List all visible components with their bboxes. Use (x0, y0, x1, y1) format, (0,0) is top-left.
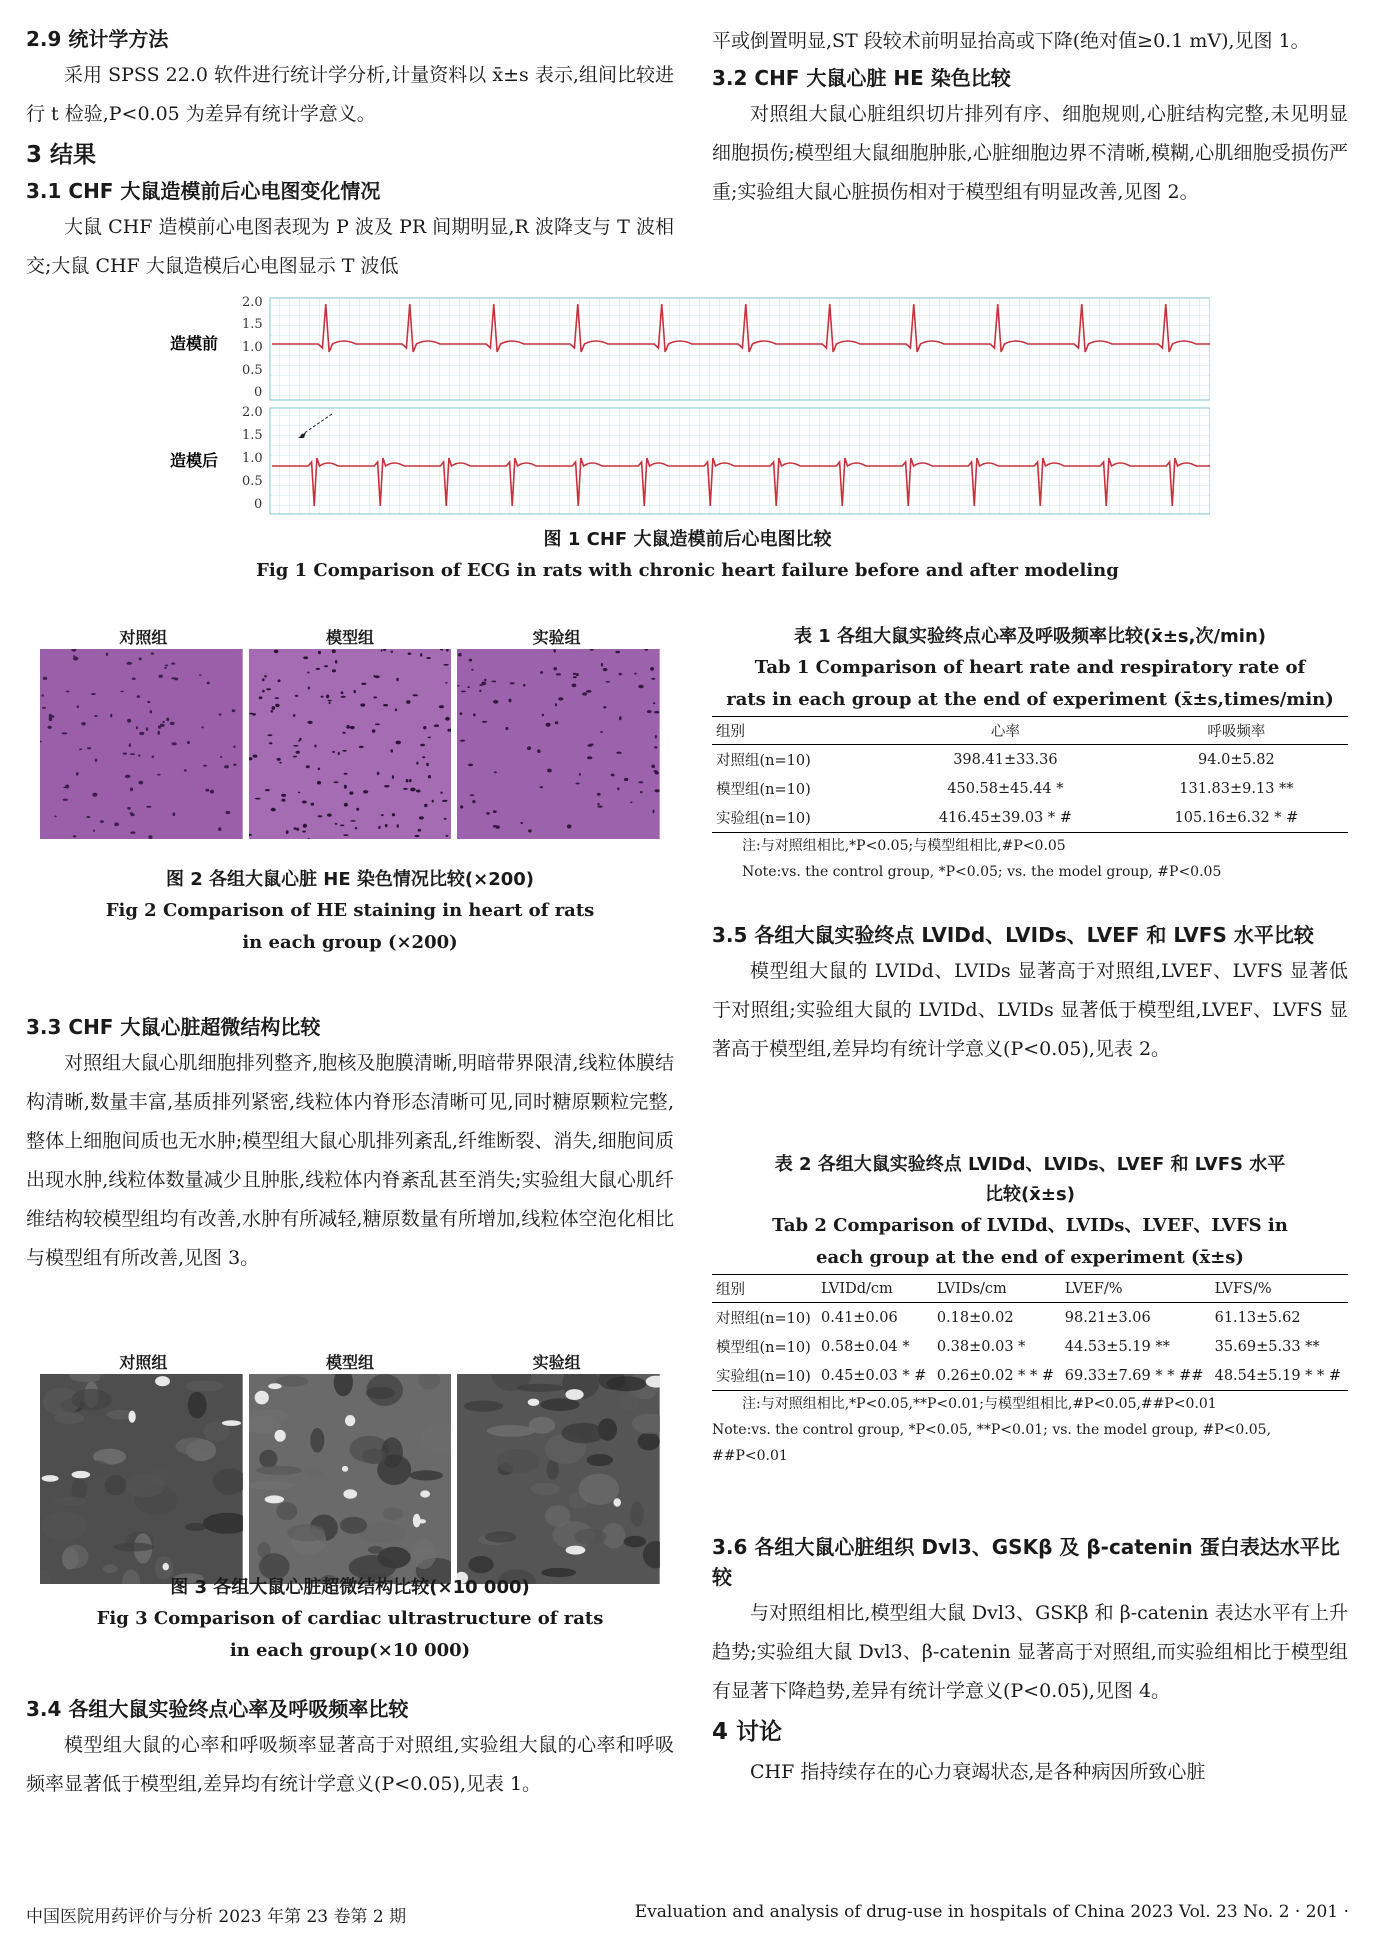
section-3-5 (712, 918, 1348, 1069)
section-3-6 (712, 1530, 1348, 1792)
tab1-note-en: Note:vs. the control group, *P<0.05; vs. the model group, #P<0.05 (742, 864, 1222, 880)
ecg-ytick: 0.5 (242, 363, 263, 378)
footer-left: 中国医院用药评价与分析 2023 年第 23 卷第 2 期 (26, 1907, 407, 1927)
ecg-ytick: 2.0 (242, 405, 263, 420)
fig3-caption-zh: 图 3 各组大鼠心脏超微结构比较(×10 000) (170, 1577, 530, 1598)
fig2-captions (26, 865, 674, 959)
em-label-experiment: 实验组 (532, 1353, 581, 1372)
tab1-note-zh: 注:与对照组相比,*P<0.05;与模型组相比,#P<0.05 (742, 838, 1066, 854)
ecg-ytick: 0.5 (242, 474, 263, 489)
em-image-experiment (457, 1374, 660, 1584)
ecg-label-after: 造模后 (170, 451, 219, 470)
he-label-control: 对照组 (119, 628, 168, 647)
tab1-header: 组别 (712, 717, 886, 745)
he-figure (40, 625, 660, 839)
he-image-experiment (457, 649, 660, 839)
tab2-note-zh: 注:与对照组相比,*P<0.05,**P<0.01;与模型组相比,#P<0.05,##P<0.01 (742, 1396, 1217, 1412)
ecg-ytick: 1.0 (242, 451, 263, 466)
tab1-header: 呼吸频率 (1125, 717, 1348, 745)
em-image-control (40, 1374, 243, 1584)
table1-block (712, 622, 1348, 885)
table-row: 实验组(n=10) 0.45±0.03 * # 0.26±0.02 * * # 69.33±7.69 * * ## 48.54±5.19 * * # (712, 1361, 1348, 1391)
table-row: 模型组(n=10) 0.58±0.04 * 0.38±0.03 * 44.53±5.19 ** 35.69±5.33 ** (716, 1338, 1320, 1356)
tab1-title-en2: rats in each group at the end of experiment (x̄±s,times/min) (726, 689, 1334, 710)
fig1-caption-en: Fig 1 Comparison of ECG in rats with chronic heart failure before and after modeling (256, 560, 1119, 581)
fig2-caption-en2: in each group (×200) (242, 932, 458, 953)
fig3-caption-en1: Fig 3 Comparison of cardiac ultrastructure of rats (96, 1608, 604, 1629)
em-figure (40, 1350, 660, 1584)
section-3-3-body: 对照组大鼠心肌细胞排列整齐,胞核及胞膜清晰,明暗带界限清,线粒体膜结构清晰,数量丰富,基质排列紧密,线粒体内脊形态清晰可见,同时糖原颗粒完整,整体上细胞间质也无水肿;模型组大鼠心肌排列紊乱,纤维断裂、消失,细胞间质出现水肿,线粒体数量减少且肿胀,线粒体内脊紊乱甚至消失;实验组大鼠心肌纤维结构较模型组均有改善,水肿有所减轻,糖原数量有所增加,线粒体空泡化相比与模型组有所改善,见图 3。 (26, 1052, 674, 1269)
tab2-note-en: Note:vs. the control group, *P<0.05, **P<0.01; vs. the model group, #P<0.05, ##P<0.01 (712, 1422, 1272, 1464)
tab1-title-en1: Tab 1 Comparison of heart rate and respiratory rate of (754, 657, 1306, 678)
ecg-ytick: 1.5 (242, 428, 263, 443)
section-3-5-heading: 3.5 各组大鼠实验终点 LVIDd、LVIDs、LVEF 和 LVFS 水平比较 (712, 923, 1314, 947)
fig1-captions (0, 525, 1375, 587)
section-3-3-heading: 3.3 CHF 大鼠心脏超微结构比较 (26, 1015, 321, 1039)
left-column-top (26, 22, 674, 286)
fig1-caption-zh: 图 1 CHF 大鼠造模前后心电图比较 (543, 529, 832, 550)
section-3-6-heading: 3.6 各组大鼠心脏组织 Dvl3、GSKβ 及 β-catenin 蛋白表达水平比较 (712, 1535, 1340, 1589)
fig3-captions (26, 1573, 674, 1667)
table-row: 对照组(n=10) 0.41±0.06 0.18±0.02 98.21±3.06 61.13±5.62 (716, 1309, 1301, 1327)
section-3-4-heading: 3.4 各组大鼠实验终点心率及呼吸频率比较 (26, 1697, 409, 1721)
right-column-top (712, 22, 1348, 212)
fig2-caption-en1: Fig 2 Comparison of HE staining in heart of rats (105, 900, 595, 921)
section-4-body: CHF 指持续存在的心力衰竭状态,是各种病因所致心脏 (750, 1761, 1206, 1783)
tab1-header: 心率 (886, 717, 1125, 745)
footer-right: Evaluation and analysis of drug-use in hospitals of China 2023 Vol. 23 No. 2 · 201 · (634, 1902, 1349, 1922)
he-label-experiment: 实验组 (532, 628, 581, 647)
section-3-heading: 3 结果 (26, 142, 97, 168)
left-column-middle (26, 1010, 674, 1278)
tab1-title-zh: 表 1 各组大鼠实验终点心率及呼吸频率比较(x̄±s,次/min) (793, 626, 1267, 647)
ecg-ytick: 0 (254, 385, 263, 400)
fig2-caption-zh: 图 2 各组大鼠心脏 HE 染色情况比较(×200) (165, 869, 535, 890)
ecg-figure (160, 296, 1210, 526)
ecg-ytick: 1.0 (242, 340, 263, 355)
tab2-title-en2: each group at the end of experiment (x̄±s) (816, 1247, 1244, 1268)
continued-text: 平或倒置明显,ST 段较术前明显抬高或下降(绝对值≥0.1 mV),见图 1。 (712, 30, 1310, 52)
fig3-caption-en2: in each group(×10 000) (229, 1640, 471, 1661)
section-2-9-heading: 2.9 统计学方法 (26, 27, 169, 51)
table2: 组别 LVIDd/cm LVIDs/cm LVEF/% LVFS/% 对照组(n=10) 0.41±0.06 0.18±0.02 98.21±3.06 61.13±5.62 模型组(n=10) 0.58±0.04 * 0.38±0.03 * 44.53±5.19 ** 35.69±5.33 ** 实验组(n=10) 0.45±0.03 * # 0.26±0.02 * * # 69.33±7.69 * * ## 48.54±5.19 * * # (712, 1274, 1348, 1391)
table-row: 对照组(n=10) 398.41±33.36 94.0±5.82 (716, 751, 1275, 769)
ecg-ytick: 1.5 (242, 317, 263, 332)
he-label-model: 模型组 (325, 628, 374, 647)
tab2-title-zh2: 比较(x̄±s) (985, 1184, 1075, 1205)
ecg-label-before: 造模前 (170, 334, 219, 353)
left-column-bottom (26, 1692, 674, 1804)
table2-block (712, 1150, 1348, 1469)
table-row: 实验组(n=10) 416.45±39.03 * # 105.16±6.32 * # (712, 803, 1348, 833)
tab2-title-en1: Tab 2 Comparison of LVIDd、LVIDs、LVEF、LVFS in (772, 1215, 1288, 1236)
section-3-6-body: 与对照组相比,模型组大鼠 Dvl3、GSKβ 和 β-catenin 表达水平有上升趋势;实验组大鼠 Dvl3、β-catenin 显著高于对照组,而实验组相比于模型组有显著下降趋势,差异有统计学意义(P<0.05),见图 4。 (712, 1602, 1348, 1702)
section-3-1-heading: 3.1 CHF 大鼠造模前后心电图变化情况 (26, 179, 381, 203)
em-image-model (249, 1374, 452, 1584)
ecg-ytick: 2.0 (242, 296, 263, 310)
section-3-2-body: 对照组大鼠心脏组织切片排列有序、细胞规则,心脏结构完整,未见明显细胞损伤;模型组大鼠细胞肿胀,心脏细胞边界不清晰,模糊,心肌细胞受损伤严重;实验组大鼠心脏损伤相对于模型组有明显改善,见图 2。 (712, 103, 1348, 203)
he-image-model (249, 649, 452, 839)
table-row: 模型组(n=10) 450.58±45.44 * 131.83±9.13 ** (716, 780, 1294, 798)
ecg-ytick: 0 (254, 497, 263, 512)
tab2-title-zh1: 表 2 各组大鼠实验终点 LVIDd、LVIDs、LVEF 和 LVFS 水平 (774, 1154, 1286, 1175)
em-label-model: 模型组 (325, 1353, 374, 1372)
section-3-4-body: 模型组大鼠的心率和呼吸频率显著高于对照组,实验组大鼠的心率和呼吸频率显著低于模型组,差异均有统计学意义(P<0.05),见表 1。 (26, 1734, 674, 1795)
section-2-9-body: 采用 SPSS 22.0 软件进行统计学分析,计量资料以 x̄±s 表示,组间比较进行 t 检验,P<0.05 为差异有统计学意义。 (26, 64, 674, 125)
section-3-5-body: 模型组大鼠的 LVIDd、LVIDs 显著高于对照组,LVEF、LVFS 显著低于对照组;实验组大鼠的 LVIDd、LVIDs 显著低于模型组,LVEF、LVFS 显著高于模型组,差异均有统计学意义(P<0.05),见表 2。 (712, 960, 1348, 1060)
section-3-2-heading: 3.2 CHF 大鼠心脏 HE 染色比较 (712, 66, 1011, 90)
section-3-1-body: 大鼠 CHF 造模前心电图表现为 P 波及 PR 间期明显,R 波降支与 T 波相交;大鼠 CHF 大鼠造模后心电图显示 T 波低 (26, 216, 674, 277)
section-4-heading: 4 讨论 (712, 1719, 783, 1745)
em-label-control: 对照组 (119, 1353, 168, 1372)
table1 (712, 716, 1348, 833)
he-image-control (40, 649, 243, 839)
